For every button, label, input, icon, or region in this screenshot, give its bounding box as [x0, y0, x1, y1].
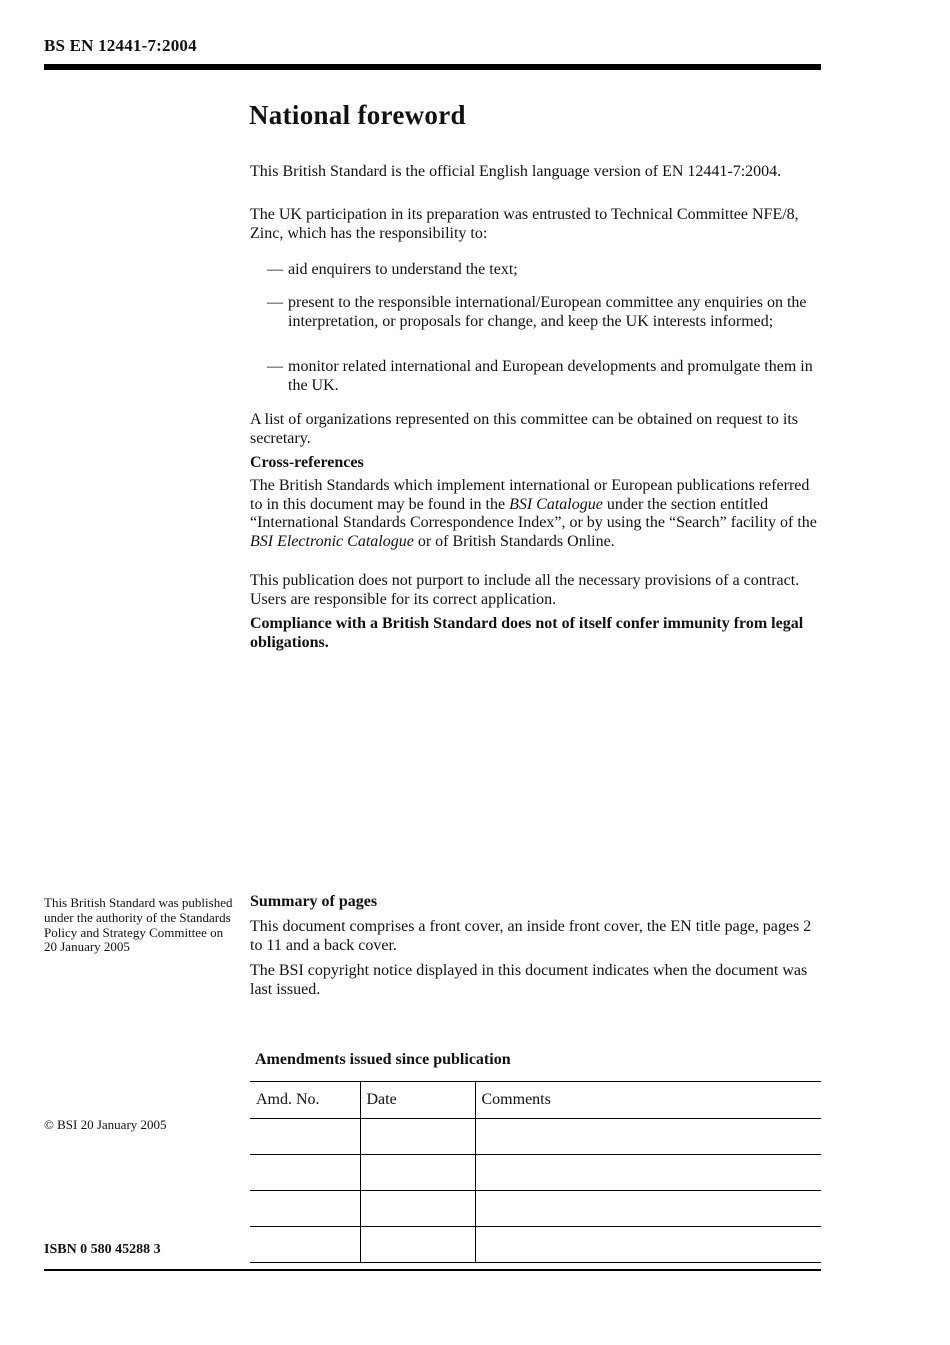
dash-bullet: — [267, 358, 283, 375]
table-row [250, 1155, 821, 1191]
table-cell [250, 1191, 360, 1227]
column-header-date: Date [360, 1082, 475, 1119]
heading-cross-references: Cross-references [250, 454, 364, 471]
table-cell [475, 1227, 821, 1263]
table-cell [250, 1155, 360, 1191]
table-row [250, 1191, 821, 1227]
list-item [250, 261, 821, 280]
header-rule [44, 64, 821, 70]
authority-note: This British Standard was published under the authority of the Standards Policy and Strategy Committee on 20 January 2005 [44, 895, 233, 955]
heading-amendments: Amendments issued since publication [255, 1051, 511, 1068]
dash-bullet: — [267, 261, 283, 278]
table-cell [250, 1119, 360, 1155]
paragraph-summary: This document comprises a front cover, an inside front cover, the EN title page, pages 2 to 11 and a back cover. [250, 918, 812, 954]
bsi-catalogue-italic: BSI Catalogue [509, 495, 603, 513]
list-item [250, 358, 821, 395]
table-cell [475, 1119, 821, 1155]
page-title: National foreword [249, 100, 466, 130]
paragraph-official-version: This British Standard is the official English language version of EN 12441-7:2004. [250, 163, 782, 180]
table-cell [250, 1227, 360, 1263]
table-header-row [250, 1082, 821, 1119]
footer-rule [44, 1269, 821, 1271]
list-item-text: present to the responsible international/European committee any enquiries on the interpretation, or proposals for change, and keep the UK interests informed; [288, 294, 807, 330]
list-item [250, 294, 821, 331]
paragraph-organizations: A list of organizations represented on this committee can be obtained on request to its secretary. [250, 411, 799, 447]
table-cell [475, 1191, 821, 1227]
amendments-table [250, 1081, 821, 1263]
crossref-segment: The British Standards which implement international or European publications referred to in this document may be found in the [250, 477, 810, 513]
list-item-text: monitor related international and European developments and promulgate them in the UK. [288, 358, 813, 394]
paragraph-copyright-notice: The BSI copyright notice displayed in this document indicates when the document was last issued. [250, 962, 808, 998]
heading-summary-of-pages: Summary of pages [250, 893, 378, 910]
column-header-comments: Comments [475, 1082, 821, 1119]
table-row [250, 1227, 821, 1263]
column-header-amd-no: Amd. No. [250, 1082, 360, 1119]
table-cell [360, 1119, 475, 1155]
list-item-text: aid enquirers to understand the text; [288, 261, 518, 278]
copyright-line: © BSI 20 January 2005 [44, 1117, 167, 1132]
table-cell [360, 1227, 475, 1263]
bsi-electronic-catalogue-italic: BSI Electronic Catalogue [250, 532, 414, 550]
paragraph-uk-participation: The UK participation in its preparation was entrusted to Technical Committee NFE/8, Zinc, which has the responsibility to: [250, 206, 799, 242]
crossref-segment: under the section entitled “International Standards Correspondence Index”, or by using the “Search” facility of the [250, 495, 817, 531]
table-cell [360, 1191, 475, 1227]
paragraph-compliance: Compliance with a British Standard does not of itself confer immunity from legal obligations. [250, 615, 804, 651]
document-number: BS EN 12441-7:2004 [44, 36, 197, 55]
paragraph-publication: This publication does not purport to include all the necessary provisions of a contract. Users are responsible for its correct application. [250, 572, 800, 608]
isbn-line: ISBN 0 580 45288 3 [44, 1242, 161, 1257]
paragraph-cross-references [250, 477, 821, 551]
dash-bullet: — [267, 294, 283, 311]
table-cell [475, 1155, 821, 1191]
crossref-segment: or of British Standards Online. [413, 532, 615, 550]
table-cell [360, 1155, 475, 1191]
table-row [250, 1119, 821, 1155]
